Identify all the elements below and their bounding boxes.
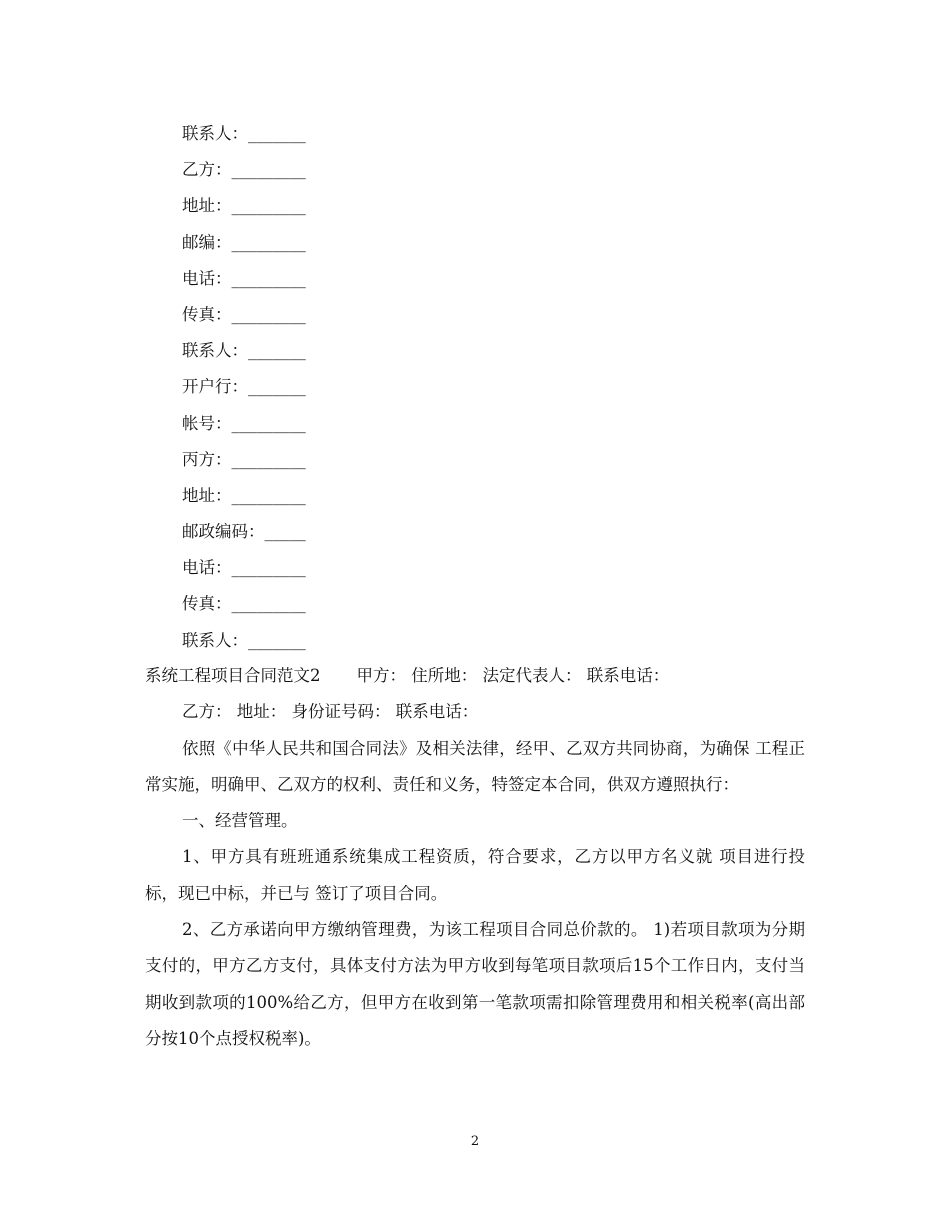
form-field: 传真：_________ (182, 594, 306, 614)
clause-2: 2、乙方承诺向甲方缴纳管理费，为该工程项目合同总价款的。 1)若项目款项为分期支付的，甲方乙方支付，具体支付方法为甲方收到每笔项目款项后15个工作日内，支付当期收到款项的100%给乙方，但甲方在收到第一笔款项需扣除管理费用和相关税率(高出部分按10个点授权税率)。 (145, 920, 805, 1048)
form-field: 开户行：_______ (182, 377, 306, 397)
clause-1: 1、甲方具有班班通系统集成工程资质，符合要求，乙方以甲方名义就 项目进行投标，现已中标，并已与 签订了项目合同。 (145, 847, 805, 903)
form-field: 传真：_________ (182, 304, 306, 324)
form-field: 帐号：_________ (182, 413, 306, 433)
form-field: 联系人：_______ (182, 630, 306, 650)
form-field: 乙方：_________ (182, 160, 306, 180)
form-field: 邮政编码：_____ (182, 522, 306, 542)
form-field: 电话：_________ (182, 268, 306, 288)
form-field: 地址：_________ (182, 196, 306, 216)
party-b-info: 乙方： 地址： 身份证号码： 联系电话： (182, 702, 479, 722)
page-number: 2 (470, 1134, 480, 1149)
section-heading: 一、经营管理。 (182, 811, 298, 831)
party-a-info: 甲方： 住所地： 法定代表人： 联系电话： (356, 666, 670, 685)
form-field: 丙方：_________ (182, 449, 306, 469)
form-field: 邮编：_________ (182, 232, 306, 252)
intro-paragraph: 依照《中华人民共和国合同法》及相关法律，经甲、乙双方共同协商，为确保 工程正常实施，明确甲、乙双方的权利、责任和义务，特签定本合同，供双方遵照执行： (145, 738, 805, 794)
contract-title: 系统工程项目合同范文2 (145, 666, 321, 685)
contract-heading-line (145, 658, 805, 694)
contract-body (145, 658, 805, 1057)
form-field: 联系人：_______ (182, 341, 306, 361)
contact-fields (182, 120, 306, 663)
form-field: 电话：_________ (182, 558, 306, 578)
form-field: 地址：_________ (182, 485, 306, 505)
form-field: 联系人：_______ (182, 124, 306, 143)
